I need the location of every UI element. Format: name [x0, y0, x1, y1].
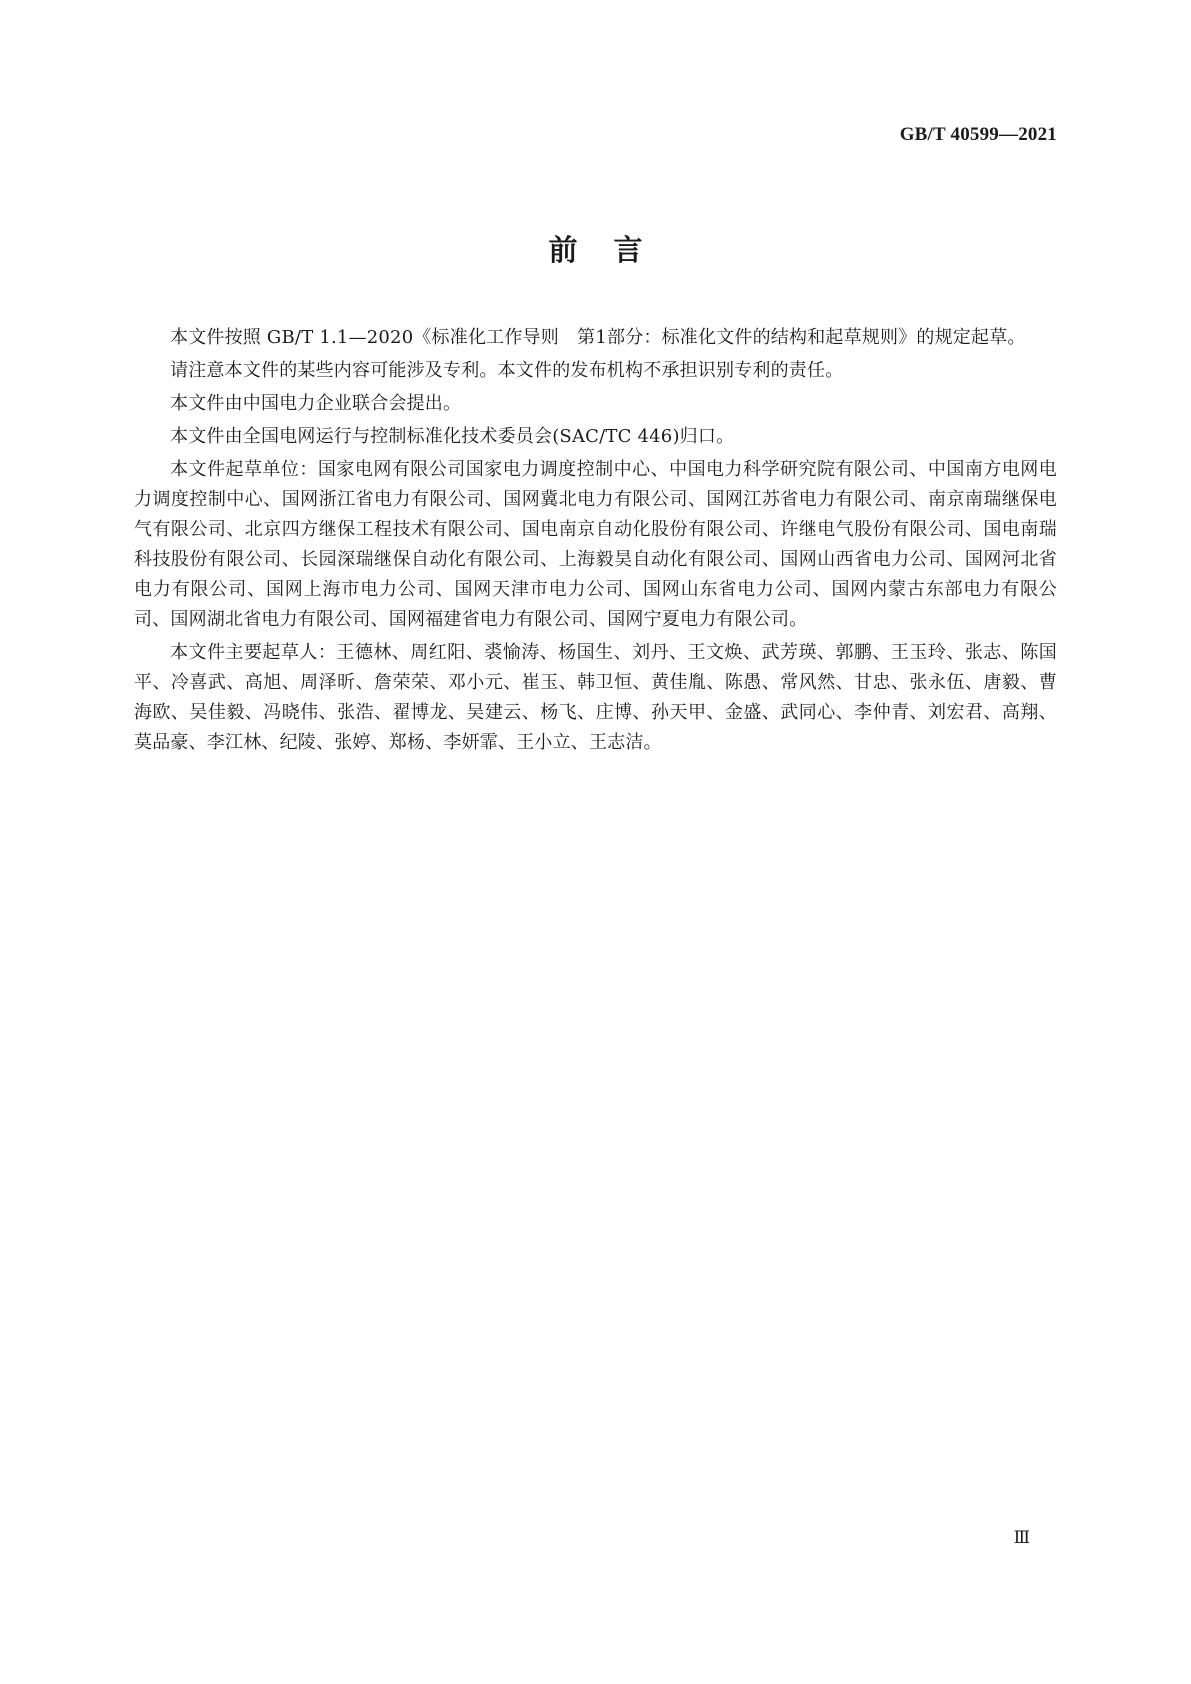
paragraph-drafting-units: 本文件起草单位：国家电网有限公司国家电力调度控制中心、中国电力科学研究院有限公司、中国南方电网电力调度控制中心、国网浙江省电力有限公司、国网冀北电力有限公司、国网江苏省电力有限公司、南京南瑞继保电气有限公司、北京四方继保工程技术有限公司、国电南京自动化股份有限公司、许继电气股份有限公司、国电南瑞科技股份有限公司、长园深瑞继保自动化有限公司、上海毅昊自动化有限公司、国网山西省电力公司、国网河北省电力有限公司、国网上海市电力公司、国网天津市电力公司、国网山东省电力公司、国网内蒙古东部电力有限公司、国网湖北省电力有限公司、国网福建省电力有限公司、国网宁夏电力有限公司。	[134, 459, 1057, 630]
page-title: 前言	[548, 233, 679, 267]
paragraph-committee: 本文件由全国电网运行与控制标准化技术委员会(SAC/TC 446)归口。	[170, 426, 735, 447]
paragraph-drafting-rules: 本文件按照 GB/T 1.1—2020《标准化工作导则 第1部分：标准化文件的结构和起草规则》的规定起草。	[170, 327, 1026, 348]
page-number: Ⅲ	[1013, 1528, 1030, 1547]
standard-code: GB/T 40599—2021	[899, 124, 1057, 145]
foreword-body	[134, 323, 1057, 761]
paragraph-drafters: 本文件主要起草人：王德林、周红阳、裘愉涛、杨国生、刘丹、王文焕、武芳瑛、郭鹏、王玉玲、张志、陈国平、冷喜武、高旭、周泽昕、詹荣荣、邓小元、崔玉、韩卫恒、黄佳胤、陈愚、常风然、甘忠、张永伍、唐毅、曹海欧、吴佳毅、冯晓伟、张浩、翟博龙、吴建云、杨飞、庄博、孙天甲、金盛、武同心、李仲青、刘宏君、高翔、莫品豪、李江林、纪陵、张婷、郑杨、李妍霏、王小立、王志洁。	[134, 642, 1057, 753]
paragraph-proposer: 本文件由中国电力企业联合会提出。	[170, 393, 462, 414]
paragraph-patent-notice: 请注意本文件的某些内容可能涉及专利。本文件的发布机构不承担识别专利的责任。	[170, 360, 844, 381]
